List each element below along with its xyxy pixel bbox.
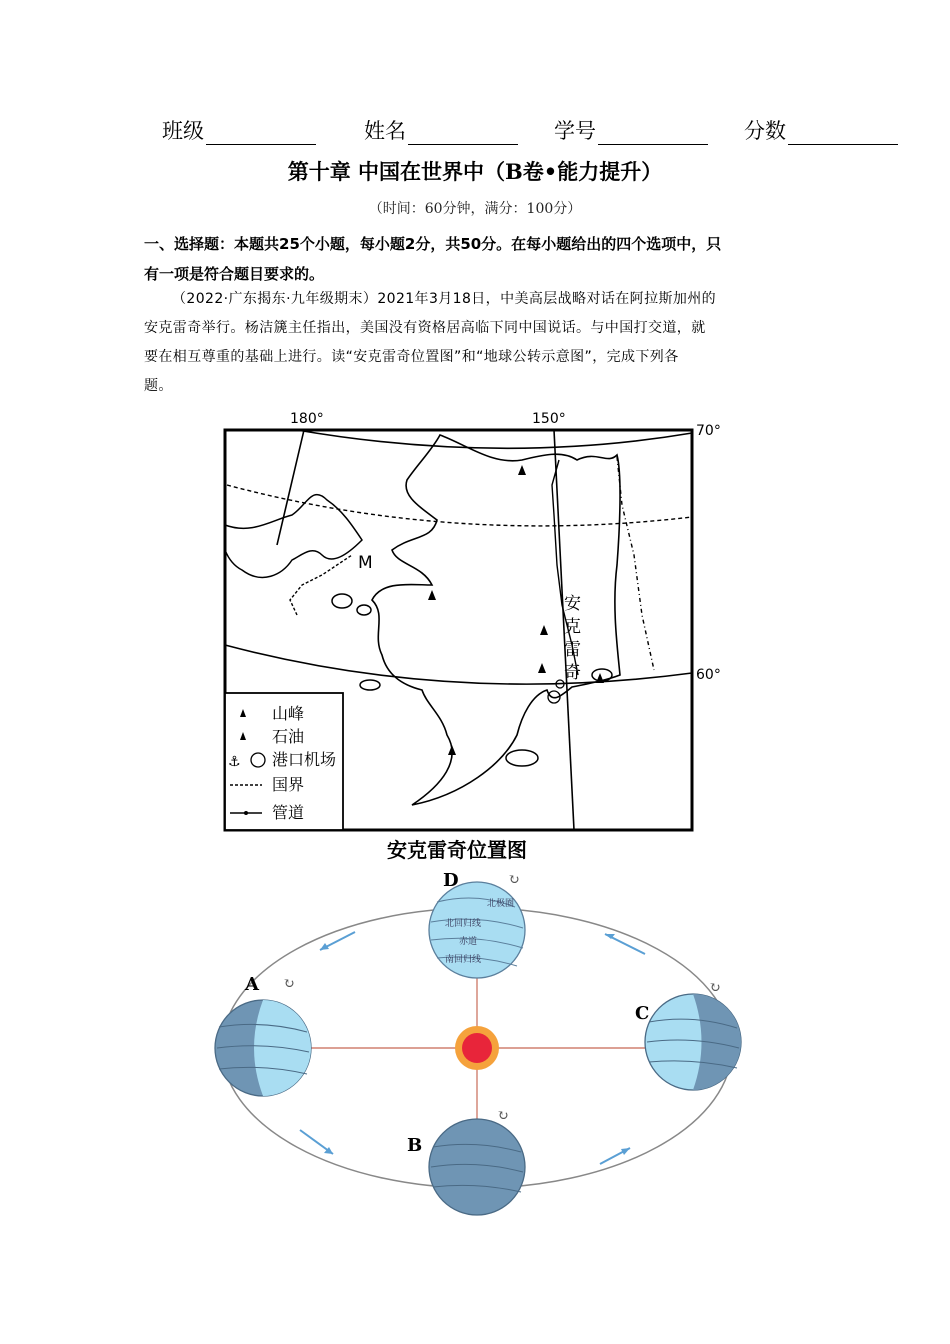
globe-d-label-arctic: 北极圈 [487, 899, 515, 909]
globe-d-label-tropic-s: 南回归线 [445, 955, 482, 965]
score-blank[interactable] [788, 122, 898, 145]
passage-line-4: 题。 [144, 378, 173, 394]
class-blank[interactable] [206, 122, 316, 145]
legend-peak-label: 山峰 [272, 704, 305, 723]
legend-oil-label: 石油 [272, 727, 305, 746]
passage-line-2: 安克雷奇举行。杨洁篪主任指出，美国没有资格居高临下同中国说话。与中国打交道，就 [144, 320, 706, 336]
label-position-d: D [443, 870, 459, 891]
exam-time-info: （时间：60分钟，满分：100分） [368, 201, 582, 217]
rotation-icon: ↻ [283, 976, 295, 992]
legend-anchor-icon: ⚓ [228, 754, 241, 770]
name-blank[interactable] [408, 122, 518, 145]
earth-orbit-diagram [205, 862, 745, 1222]
label-city-char-3: 雷 [564, 640, 581, 660]
section-line-1: 一、选择题：本题共25个小题，每小题2分，共50分。在每小题给出的四个选项中，只 [144, 235, 722, 253]
score-field [744, 115, 898, 145]
rotation-icon: ↻ [508, 872, 520, 888]
globe-b [429, 1119, 525, 1215]
label-lat-70: 70° [696, 423, 721, 439]
globe-d-label-tropic-n: 北回归线 [445, 919, 482, 929]
label-city-char-1: 安 [564, 594, 581, 614]
map-caption: 安克雷奇位置图 [387, 838, 527, 862]
label-lon-150: 150° [532, 411, 566, 427]
page-title: 第十章 中国在世界中（B卷•能力提升） [287, 159, 663, 184]
globe-d-label-equator: 赤道 [459, 937, 478, 947]
globe-d [429, 882, 525, 978]
legend-port-label: 港口机场 [272, 750, 337, 769]
globe-c [645, 994, 741, 1090]
label-position-c: C [635, 1003, 650, 1024]
section-instructions [144, 229, 809, 289]
anchorage-map [222, 405, 722, 833]
id-blank[interactable] [598, 122, 708, 145]
sun [455, 1026, 499, 1070]
question-passage [144, 285, 809, 401]
passage-line-3: 要在相互尊重的基础上进行。读“安克雷奇位置图”和“地球公转示意图”，完成下列各 [144, 349, 679, 365]
name-field [364, 115, 518, 145]
class-field [162, 115, 316, 145]
globe-a [215, 1000, 311, 1096]
label-city-char-2: 克 [564, 617, 581, 637]
label-position-a: A [245, 974, 259, 995]
passage-line-1 [144, 285, 809, 314]
rotation-icon: ↻ [497, 1108, 509, 1124]
rotation-icon: ↻ [709, 980, 721, 996]
label-lat-60: 60° [696, 667, 721, 683]
name-label: 姓名 [364, 119, 406, 143]
id-field [554, 115, 708, 145]
label-point-m: M [358, 553, 373, 573]
passage-line-1-text: （2022·广东揭东·九年级期末）2021年3月18日，中美高层战略对话在阿拉斯加州的 [172, 291, 717, 307]
section-line-2: 有一项是符合题目要求的。 [144, 265, 325, 283]
label-city-char-4: 奇 [564, 663, 581, 683]
score-label: 分数 [744, 119, 786, 143]
student-info-row [162, 115, 902, 149]
id-label: 学号 [554, 119, 596, 143]
label-position-b: B [407, 1135, 423, 1156]
legend-pipeline-label: 管道 [272, 803, 305, 822]
label-lon-180: 180° [290, 411, 324, 427]
legend-border-label: 国界 [272, 775, 305, 794]
class-label: 班级 [162, 119, 204, 143]
